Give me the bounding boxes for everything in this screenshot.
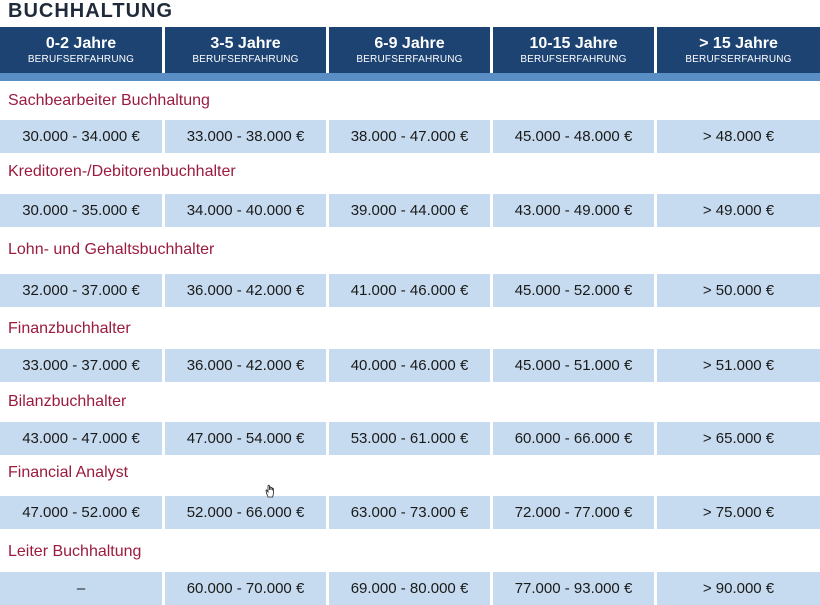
group-title: Sachbearbeiter Buchhaltung xyxy=(8,92,210,109)
salary-cell: 33.000 - 37.000 € xyxy=(0,349,162,382)
salary-cell: > 49.000 € xyxy=(657,194,820,227)
header-col-5-sub: BERUFSERFAHRUNG xyxy=(685,54,792,65)
salary-cell: 60.000 - 70.000 € xyxy=(165,572,326,605)
salary-cell: – xyxy=(0,572,162,605)
salary-cell: 72.000 - 77.000 € xyxy=(493,496,654,529)
group-title: Lohn- und Gehaltsbuchhalter xyxy=(8,241,215,258)
header-col-1-sub: BERUFSERFAHRUNG xyxy=(27,54,135,65)
salary-cell: 52.000 - 66.000 € xyxy=(165,496,326,529)
salary-cell: > 90.000 € xyxy=(657,572,820,605)
salary-cell: 60.000 - 66.000 € xyxy=(493,422,654,455)
salary-cell: 40.000 - 46.000 € xyxy=(329,349,490,382)
header-col-3-label: 6-9 Jahre xyxy=(374,35,445,52)
group-title: Finanzbuchhalter xyxy=(8,320,131,337)
salary-cell: 34.000 - 40.000 € xyxy=(165,194,326,227)
salary-cell: 45.000 - 48.000 € xyxy=(493,120,654,153)
table-header xyxy=(0,27,820,73)
salary-cell: 30.000 - 34.000 € xyxy=(0,120,162,153)
salary-cell: 36.000 - 42.000 € xyxy=(165,274,326,307)
salary-cell: 47.000 - 52.000 € xyxy=(0,496,162,529)
salary-cell: 43.000 - 49.000 € xyxy=(493,194,654,227)
salary-cell: 45.000 - 52.000 € xyxy=(493,274,654,307)
header-col-4 xyxy=(493,27,654,73)
salary-cell: 39.000 - 44.000 € xyxy=(329,194,490,227)
header-col-3-sub: BERUFSERFAHRUNG xyxy=(356,54,463,65)
group-title: Leiter Buchhaltung xyxy=(8,543,142,560)
salary-cell: 36.000 - 42.000 € xyxy=(165,349,326,382)
salary-cell: 43.000 - 47.000 € xyxy=(0,422,162,455)
page-title: BUCHHALTUNG xyxy=(8,0,174,22)
salary-cell: 47.000 - 54.000 € xyxy=(165,422,326,455)
header-col-1-label: 0-2 Jahre xyxy=(45,35,117,52)
group-title: Bilanzbuchhalter xyxy=(8,393,127,410)
salary-cell: 32.000 - 37.000 € xyxy=(0,274,162,307)
salary-cell: 77.000 - 93.000 € xyxy=(493,572,654,605)
salary-cell: 38.000 - 47.000 € xyxy=(329,120,490,153)
header-col-2-label: 3-5 Jahre xyxy=(210,35,281,52)
header-col-5 xyxy=(657,27,820,73)
salary-cell: > 65.000 € xyxy=(657,422,820,455)
header-col-2-sub: BERUFSERFAHRUNG xyxy=(192,54,299,65)
salary-cell: 30.000 - 35.000 € xyxy=(0,194,162,227)
salary-cell: 45.000 - 51.000 € xyxy=(493,349,654,382)
header-col-4-sub: BERUFSERFAHRUNG xyxy=(520,54,627,65)
header-col-1 xyxy=(0,27,162,73)
salary-cell: > 50.000 € xyxy=(657,274,820,307)
header-col-2 xyxy=(165,27,326,73)
salary-cell: > 75.000 € xyxy=(657,496,820,529)
salary-cell: > 48.000 € xyxy=(657,120,820,153)
salary-cell: > 51.000 € xyxy=(657,349,820,382)
hand-cursor-icon xyxy=(263,484,277,498)
salary-cell: 63.000 - 73.000 € xyxy=(329,496,490,529)
salary-cell: 41.000 - 46.000 € xyxy=(329,274,490,307)
header-col-5-label: > 15 Jahre xyxy=(699,35,778,52)
group-title: Kreditoren-/Debitorenbuchhalter xyxy=(8,163,236,180)
salary-cell: 33.000 - 38.000 € xyxy=(165,120,326,153)
salary-cell: 53.000 - 61.000 € xyxy=(329,422,490,455)
header-col-3 xyxy=(329,27,490,73)
group-title: Financial Analyst xyxy=(8,464,129,481)
salary-cell: 69.000 - 80.000 € xyxy=(329,572,490,605)
header-accent-bar xyxy=(0,73,820,81)
header-col-4-label: 10-15 Jahre xyxy=(529,35,618,52)
